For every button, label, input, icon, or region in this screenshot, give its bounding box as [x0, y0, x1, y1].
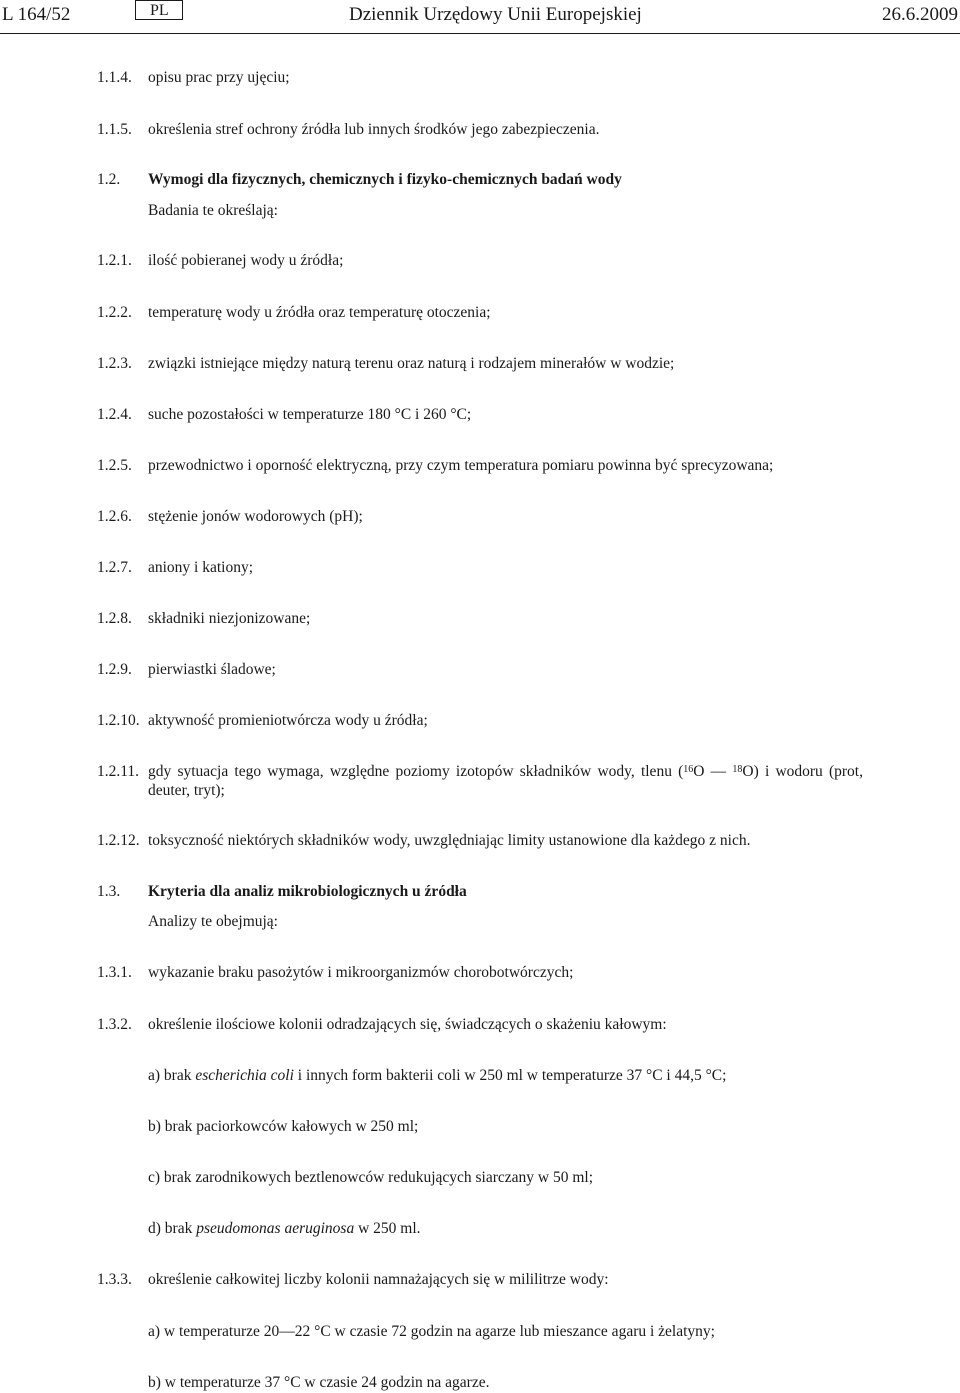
item-number: 1.3.2.: [97, 1016, 132, 1033]
item-text: temperaturę wody u źródła oraz temperaturę otoczenia;: [148, 304, 491, 321]
section-intro: Badania te określają:: [148, 202, 278, 219]
page-reference: L 164/52: [2, 4, 71, 25]
item-number: 1.3.3.: [97, 1271, 132, 1288]
item-text: pierwiastki śladowe;: [148, 661, 276, 678]
isotope-superscript: 18: [732, 764, 743, 775]
item-number: 1.2.1.: [97, 252, 132, 269]
item-number: 1.2.9.: [97, 661, 132, 678]
section-title: Wymogi dla fizycznych, chemicznych i fizyko-chemicznych badań wody: [148, 171, 622, 188]
item-text: wykazanie braku pasożytów i mikroorganizmów chorobotwórczych;: [148, 964, 574, 981]
item-text: określenie ilościowe kolonii odradzających się, świadczących o skażeniu kałowym:: [148, 1016, 667, 1033]
item-number: 1.2.3.: [97, 355, 132, 372]
item-text: określenie całkowitej liczby kolonii namnażających się w mililitrze wody:: [148, 1271, 609, 1288]
item-text: gdy sytuacja tego wymaga, względne poziomy izotopów składników wody, tlenu ($^{16}$O — $^{18}$O) i wodoru (prot, deuter, tryt);: [148, 763, 863, 799]
isotope-superscript: 16: [683, 764, 694, 775]
item-text: stężenie jonów wodorowych (pH);: [148, 508, 363, 525]
publication-date: 26.6.2009: [882, 4, 958, 25]
sub-item: c) brak zarodnikowych beztlenowców redukujących siarczany w 50 ml;: [148, 1169, 594, 1186]
sub-item: b) brak paciorkowców kałowych w 250 ml;: [148, 1118, 419, 1135]
item-number: 1.2.12.: [97, 832, 140, 849]
item-number: 1.3.1.: [97, 964, 132, 981]
item-text: ilość pobieranej wody u źródła;: [148, 252, 344, 269]
item-number: 1.2.11.: [97, 763, 140, 780]
section-intro: Analizy te obejmują:: [148, 913, 278, 930]
sub-item: d) brak pseudomonas aeruginosa w 250 ml.: [148, 1220, 421, 1237]
sub-item: a) w temperaturze 20—22 °C w czasie 72 godzin na agarze lub mieszance agaru i żelatyny;: [148, 1323, 715, 1340]
item-text: opisu prac przy ujęciu;: [148, 69, 290, 86]
item-number: 1.2.7.: [97, 559, 132, 576]
item-text: aktywność promieniotwórcza wody u źródła;: [148, 712, 428, 729]
item-text: toksyczność niektórych składników wody, uwzględniając limity ustanowione dla każdego z nich.: [148, 832, 751, 849]
item-number: 1.2.10.: [97, 712, 140, 729]
item-number: 1.2.2.: [97, 304, 132, 321]
item-text: związki istniejące między naturą terenu oraz naturą i rodzajem minerałów w wodzie;: [148, 355, 675, 372]
journal-title: Dziennik Urzędowy Unii Europejskiej: [349, 4, 642, 25]
item-number: 1.1.5.: [97, 121, 132, 138]
item-number: 1.2.4.: [97, 406, 132, 423]
item-text: określenia stref ochrony źródła lub innych środków jego zabezpieczenia.: [148, 121, 600, 138]
item-number: 1.2.8.: [97, 610, 132, 627]
language-badge: PL: [135, 0, 183, 20]
sub-item: b) w temperaturze 37 °C w czasie 24 godzin na agarze.: [148, 1374, 490, 1391]
item-number: 1.2.6.: [97, 508, 132, 525]
item-number: 1.2.: [97, 171, 121, 188]
item-text: suche pozostałości w temperaturze 180 °C i 260 °C;: [148, 406, 472, 423]
item-text: składniki niezjonizowane;: [148, 610, 311, 627]
header-rule: [0, 33, 960, 34]
item-text: przewodnictwo i oporność elektryczną, przy czym temperatura pomiaru powinna być sprecyzowana;: [148, 457, 774, 474]
item-text: aniony i kationy;: [148, 559, 254, 576]
section-title: Kryteria dla analiz mikrobiologicznych u źródła: [148, 883, 467, 900]
item-number: 1.3.: [97, 883, 121, 900]
item-number: 1.1.4.: [97, 69, 132, 86]
sub-item: a) brak escherichia coli i innych form bakterii coli w 250 ml w temperaturze 37 °C i 44,5 °C;: [148, 1067, 727, 1084]
page-header: [0, 0, 960, 34]
item-number: 1.2.5.: [97, 457, 132, 474]
